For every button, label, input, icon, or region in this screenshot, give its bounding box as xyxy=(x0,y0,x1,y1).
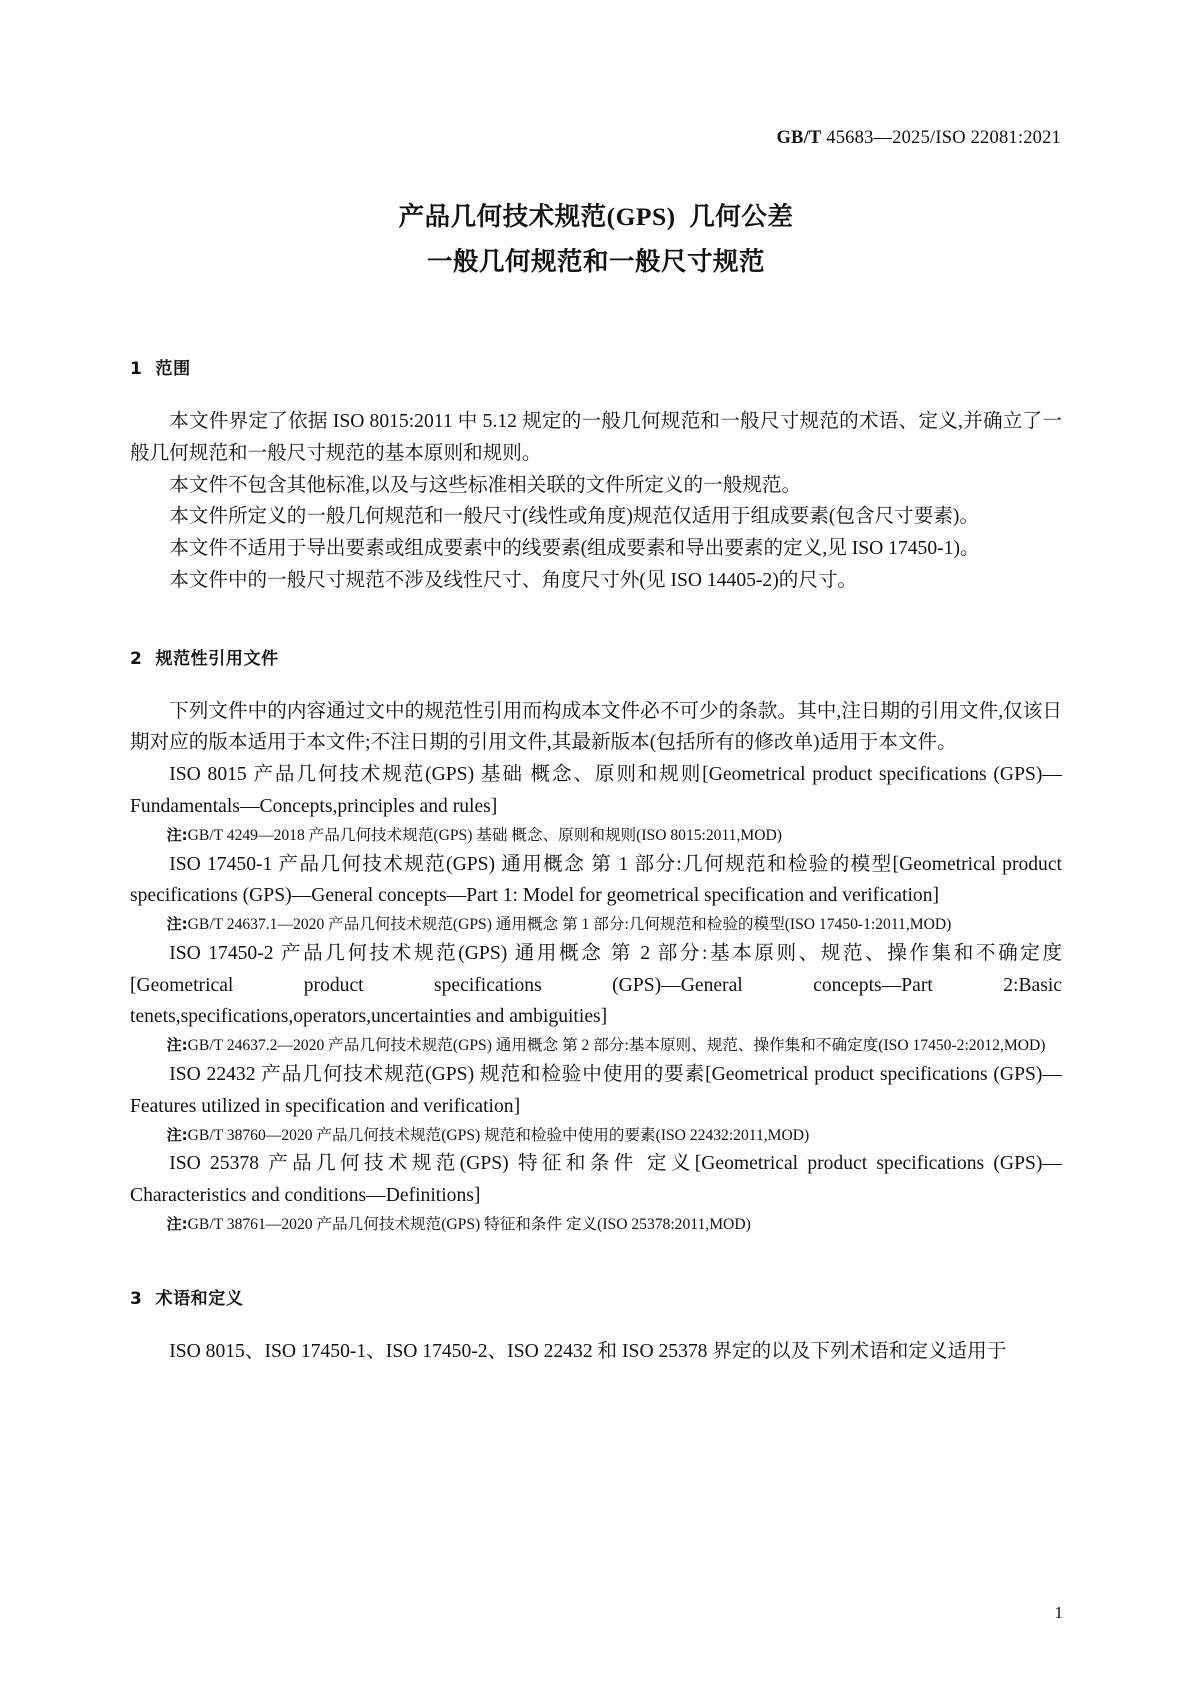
normative-reference-note xyxy=(130,1033,1062,1059)
section-1-paragraph-2: 本文件不包含其他标准,以及与这些标准相关联的文件所定义的一般规范。 xyxy=(169,474,802,496)
normative-reference-entry: ISO 17450-2 产品几何技术规范(GPS) 通用概念 第 2 部分:基本原则、规范、操作集和不确定度[Geometrical product specifications (GPS)—General concepts—Part 2:Basic tenets,specifications,operators,uncertainties and ambiguities] xyxy=(130,942,1062,1028)
page-title-line-1: 产品几何技术规范(GPS) 几何公差 xyxy=(398,202,794,231)
normative-reference-note xyxy=(130,1212,1062,1238)
note-label: 注: xyxy=(166,1125,188,1144)
normative-reference-entry: ISO 17450-1 产品几何技术规范(GPS) 通用概念 第 1 部分:几何规范和检验的模型[Geometrical product specifications (GPS)—General concepts—Part 1: Model for geometrical specification and verification] xyxy=(130,853,1062,907)
normative-reference-note xyxy=(130,823,1062,849)
running-header-code-rest: 45683—2025/ISO 22081:2021 xyxy=(821,128,1061,148)
page-title-line-2: 一般几何规范和一般尺寸规范 xyxy=(426,246,765,276)
normative-reference-entry: ISO 22432 产品几何技术规范(GPS) 规范和检验中使用的要素[Geometrical product specifications (GPS)—Features utilized in specification and verification] xyxy=(130,1064,1062,1117)
note-label: 注: xyxy=(166,825,188,844)
section-heading-1: 1 范围 xyxy=(130,359,191,380)
section-heading-2: 2 规范性引用文件 xyxy=(130,648,279,669)
note-text: GB/T 24637.1—2020 产品几何技术规范(GPS) 通用概念 第 1 部分:几何规范和检验的模型(ISO 17450-1:2011,MOD) xyxy=(187,916,952,933)
section-1-paragraph-3: 本文件所定义的一般几何规范和一般尺寸(线性或角度)规范仅适用于组成要素(包含尺寸要素)。 xyxy=(169,506,980,528)
normative-reference-note xyxy=(130,1123,1062,1149)
section-1-paragraph-4: 本文件不适用于导出要素或组成要素中的线要素(组成要素和导出要素的定义,见 ISO 17450-1)。 xyxy=(169,538,980,560)
section-heading-3: 3 术语和定义 xyxy=(130,1288,244,1309)
note-label: 注: xyxy=(166,915,188,933)
note-text: GB/T 38760—2020 产品几何技术规范(GPS) 规范和检验中使用的要素(ISO 22432:2011,MOD) xyxy=(187,1126,810,1144)
note-text: GB/T 24637.2—2020 产品几何技术规范(GPS) 通用概念 第 2 部分:基本原则、规范、操作集和不确定度(ISO 17450-2:2012,MOD) xyxy=(187,1037,1046,1055)
page-title xyxy=(130,195,1062,284)
note-label: 注: xyxy=(166,1036,188,1055)
section-2-paragraph-1: 下列文件中的内容通过文中的规范性引用而构成本文件必不可少的条款。其中,注日期的引用文件,仅该日期对应的版本适用于本文件;不注日期的引用文件,其最新版本(包括所有的修改单)适用于本文件。 xyxy=(130,700,1062,754)
running-header-code-prefix: GB/T xyxy=(776,128,822,148)
section-3-paragraph-1: ISO 8015、ISO 17450-1、ISO 17450-2、ISO 22432 和 ISO 25378 界定的以及下列术语和定义适用于 xyxy=(169,1340,1007,1362)
page-content xyxy=(130,195,1062,1368)
note-text: GB/T 4249—2018 产品几何技术规范(GPS) 基础 概念、原则和规则(ISO 8015:2011,MOD) xyxy=(187,826,782,844)
section-1-paragraph-1: 本文件界定了依据 ISO 8015:2011 中 5.12 规定的一般几何规范和一般尺寸规范的术语、定义,并确立了一般几何规范和一般尺寸规范的基本原则和规则。 xyxy=(130,411,1062,464)
running-header xyxy=(776,128,1061,149)
section-1-paragraph-5: 本文件中的一般尺寸规范不涉及线性尺寸、角度尺寸外(见 ISO 14405-2)的尺寸。 xyxy=(169,569,858,591)
note-text: GB/T 38761—2020 产品几何技术规范(GPS) 特征和条件 定义(ISO 25378:2011,MOD) xyxy=(187,1215,751,1233)
normative-reference-entry: ISO 8015 产品几何技术规范(GPS) 基础 概念、原则和规则[Geometrical product specifications (GPS)—Fundamentals—Concepts,principles and rules] xyxy=(130,764,1062,817)
normative-reference-entry: ISO 25378 产品几何技术规范(GPS) 特征和条件 定义[Geometrical product specifications (GPS)—Characteristics and conditions—Definitions] xyxy=(130,1153,1062,1207)
normative-reference-note xyxy=(130,912,1062,938)
note-label: 注: xyxy=(166,1214,188,1233)
page-number: 1 xyxy=(1054,1603,1063,1622)
